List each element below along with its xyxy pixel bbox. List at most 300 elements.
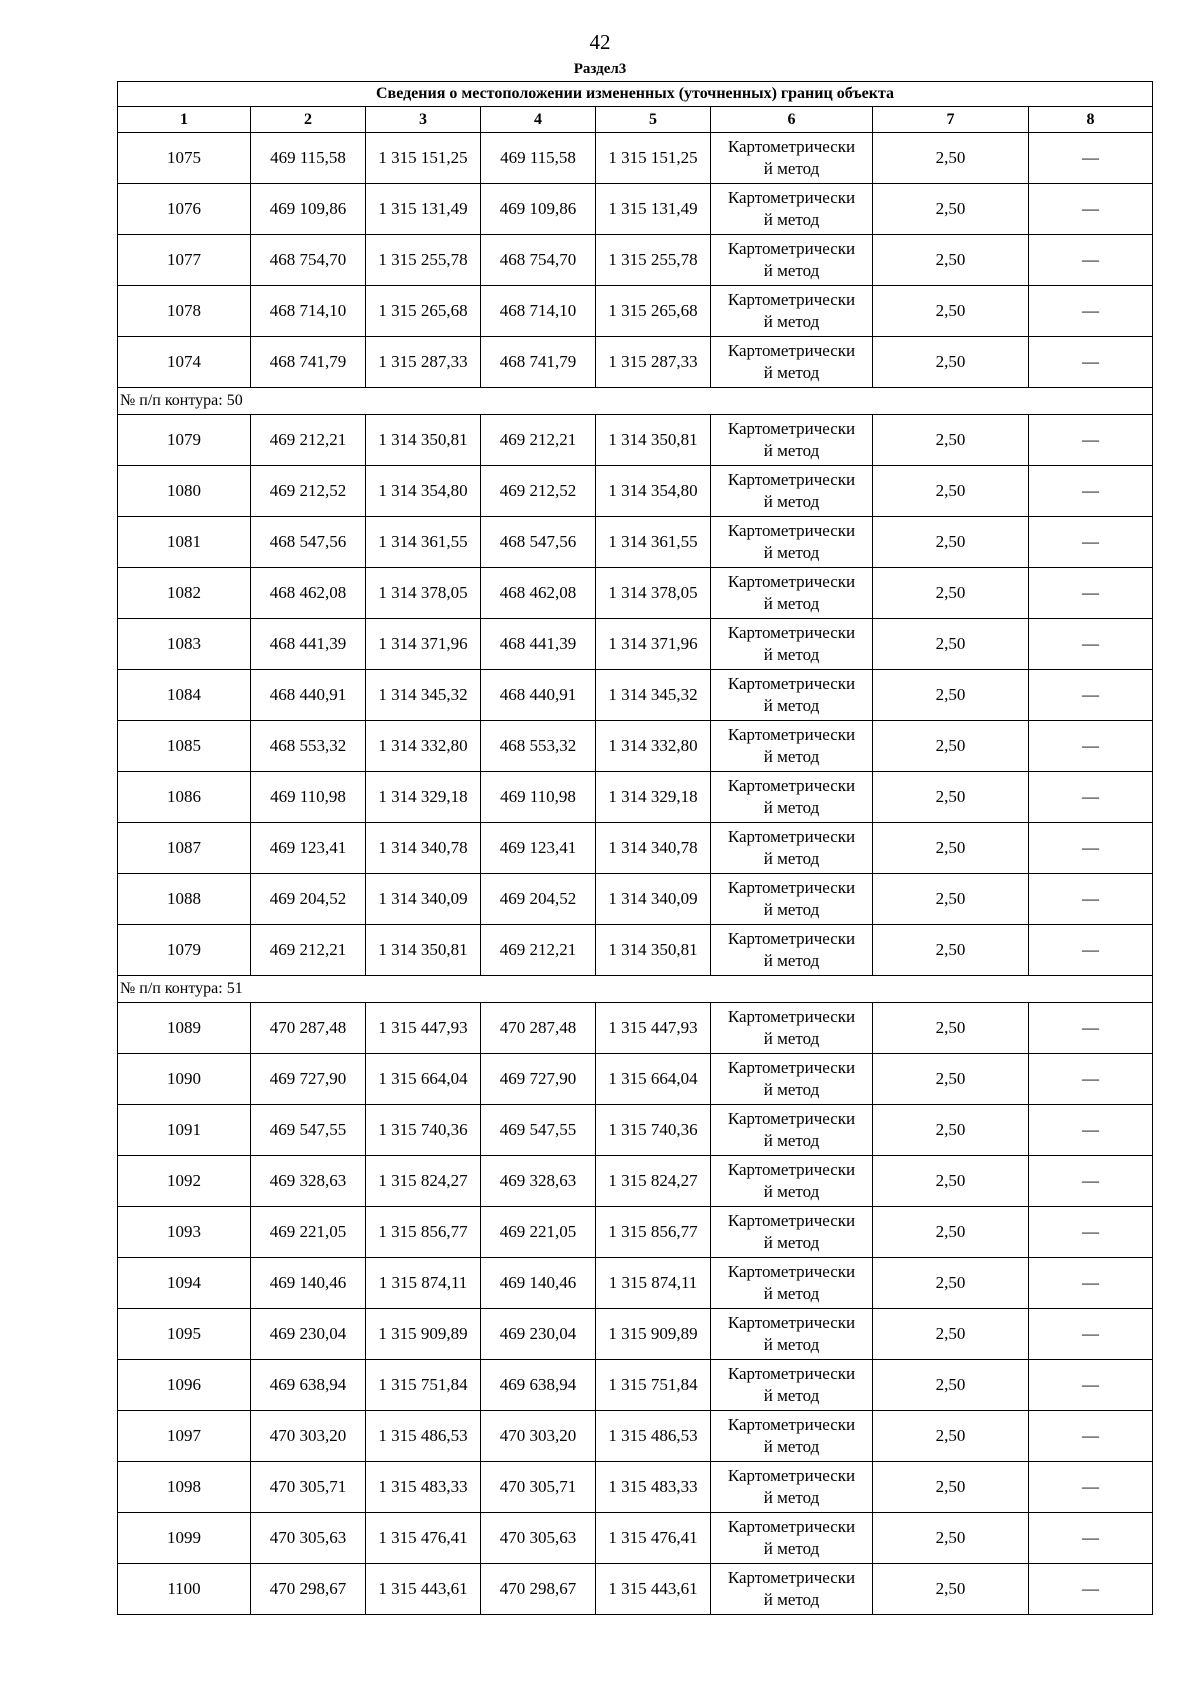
cell-y-existing: 1 314 332,80 [366, 721, 481, 772]
method-text-line: й метод [763, 363, 820, 382]
column-header: 7 [873, 107, 1029, 133]
cell-precision: 2,50 [873, 1156, 1029, 1207]
method-text-line: Картометрически [727, 1313, 856, 1332]
cell-y-existing: 1 314 329,18 [366, 772, 481, 823]
cell-x-new: 469 727,90 [481, 1054, 596, 1105]
cell-x-existing: 470 287,48 [251, 1003, 366, 1054]
cell-method [711, 133, 873, 184]
cell-y-existing: 1 314 361,55 [366, 517, 481, 568]
contour-label: № п/п контура: 50 [118, 388, 1153, 415]
cell-x-new: 468 754,70 [481, 235, 596, 286]
method-text-line: Картометрически [727, 1007, 856, 1026]
cell-point-number: 1091 [118, 1105, 251, 1156]
table-row [118, 1462, 1153, 1513]
table-row [118, 1513, 1153, 1564]
cell-y-existing: 1 315 751,84 [366, 1360, 481, 1411]
cell-method [711, 823, 873, 874]
cell-method [711, 1564, 873, 1615]
method-text-line: й метод [763, 312, 820, 331]
method-text-line: й метод [763, 594, 820, 613]
cell-y-existing: 1 315 476,41 [366, 1513, 481, 1564]
method-text-line: й метод [763, 1539, 820, 1558]
cell-y-new: 1 315 664,04 [596, 1054, 711, 1105]
method-text-line: й метод [763, 261, 820, 280]
column-header: 6 [711, 107, 873, 133]
method-text-line: Картометрически [727, 827, 856, 846]
cell-method [711, 517, 873, 568]
method-text-line: й метод [763, 747, 820, 766]
table-row [118, 1003, 1153, 1054]
cell-description: — [1029, 466, 1153, 517]
cell-precision: 2,50 [873, 184, 1029, 235]
cell-y-new: 1 314 354,80 [596, 466, 711, 517]
cell-x-new: 469 115,58 [481, 133, 596, 184]
cell-precision: 2,50 [873, 133, 1029, 184]
cell-y-existing: 1 314 354,80 [366, 466, 481, 517]
cell-x-new: 469 547,55 [481, 1105, 596, 1156]
cell-description: — [1029, 1360, 1153, 1411]
cell-point-number: 1079 [118, 925, 251, 976]
method-text-line: Картометрически [727, 470, 856, 489]
cell-point-number: 1088 [118, 874, 251, 925]
cell-precision: 2,50 [873, 823, 1029, 874]
cell-precision: 2,50 [873, 925, 1029, 976]
cell-y-existing: 1 315 443,61 [366, 1564, 481, 1615]
cell-y-existing: 1 315 151,25 [366, 133, 481, 184]
cell-y-existing: 1 315 909,89 [366, 1309, 481, 1360]
cell-description: — [1029, 184, 1153, 235]
cell-method [711, 1003, 873, 1054]
contour-label-row [118, 976, 1153, 1003]
cell-x-new: 469 212,52 [481, 466, 596, 517]
cell-y-new: 1 315 255,78 [596, 235, 711, 286]
cell-point-number: 1084 [118, 670, 251, 721]
cell-method [711, 874, 873, 925]
cell-point-number: 1098 [118, 1462, 251, 1513]
method-text-line: Картометрически [727, 188, 856, 207]
cell-y-existing: 1 315 486,53 [366, 1411, 481, 1462]
method-text-line: Картометрически [727, 674, 856, 693]
cell-y-new: 1 314 332,80 [596, 721, 711, 772]
cell-description: — [1029, 925, 1153, 976]
cell-point-number: 1074 [118, 337, 251, 388]
cell-y-new: 1 315 483,33 [596, 1462, 711, 1513]
table-row [118, 133, 1153, 184]
cell-description: — [1029, 874, 1153, 925]
cell-x-new: 468 741,79 [481, 337, 596, 388]
cell-x-existing: 469 204,52 [251, 874, 366, 925]
cell-x-existing: 469 212,21 [251, 925, 366, 976]
table-row [118, 1156, 1153, 1207]
method-text-line: Картометрически [727, 623, 856, 642]
cell-method [711, 1156, 873, 1207]
cell-x-existing: 469 109,86 [251, 184, 366, 235]
cell-point-number: 1089 [118, 1003, 251, 1054]
cell-precision: 2,50 [873, 415, 1029, 466]
cell-y-existing: 1 314 340,78 [366, 823, 481, 874]
cell-y-existing: 1 315 740,36 [366, 1105, 481, 1156]
table-row [118, 925, 1153, 976]
cell-precision: 2,50 [873, 1309, 1029, 1360]
cell-method [711, 1105, 873, 1156]
cell-x-new: 468 440,91 [481, 670, 596, 721]
cell-description: — [1029, 772, 1153, 823]
cell-y-new: 1 315 909,89 [596, 1309, 711, 1360]
table-row [118, 184, 1153, 235]
cell-x-existing: 468 741,79 [251, 337, 366, 388]
cell-description: — [1029, 337, 1153, 388]
cell-x-existing: 469 140,46 [251, 1258, 366, 1309]
cell-precision: 2,50 [873, 721, 1029, 772]
cell-x-existing: 469 547,55 [251, 1105, 366, 1156]
cell-x-existing: 469 727,90 [251, 1054, 366, 1105]
table-row [118, 286, 1153, 337]
table-row [118, 568, 1153, 619]
cell-point-number: 1086 [118, 772, 251, 823]
cell-method [711, 1207, 873, 1258]
cell-y-existing: 1 315 483,33 [366, 1462, 481, 1513]
cell-x-new: 469 230,04 [481, 1309, 596, 1360]
column-header: 5 [596, 107, 711, 133]
cell-description: — [1029, 235, 1153, 286]
cell-x-new: 469 212,21 [481, 415, 596, 466]
contour-label: № п/п контура: 51 [118, 976, 1153, 1003]
cell-x-existing: 470 298,67 [251, 1564, 366, 1615]
method-text-line: й метод [763, 492, 820, 511]
method-text-line: Картометрически [727, 1211, 856, 1230]
cell-x-existing: 468 714,10 [251, 286, 366, 337]
table-caption-row [118, 82, 1153, 107]
contour-label-row [118, 388, 1153, 415]
table-row [118, 874, 1153, 925]
cell-x-new: 468 441,39 [481, 619, 596, 670]
method-text-line: й метод [763, 1488, 820, 1507]
table-row [118, 1054, 1153, 1105]
cell-x-new: 469 140,46 [481, 1258, 596, 1309]
cell-x-existing: 468 754,70 [251, 235, 366, 286]
cell-x-existing: 468 440,91 [251, 670, 366, 721]
cell-description: — [1029, 823, 1153, 874]
cell-x-existing: 469 123,41 [251, 823, 366, 874]
cell-method [711, 1258, 873, 1309]
cell-description: — [1029, 670, 1153, 721]
cell-point-number: 1075 [118, 133, 251, 184]
cell-y-existing: 1 314 350,81 [366, 925, 481, 976]
cell-method [711, 1309, 873, 1360]
method-text-line: й метод [763, 1437, 820, 1456]
cell-point-number: 1078 [118, 286, 251, 337]
table-row [118, 337, 1153, 388]
table-row [118, 823, 1153, 874]
cell-point-number: 1099 [118, 1513, 251, 1564]
method-text-line: Картометрически [727, 725, 856, 744]
cell-x-existing: 469 115,58 [251, 133, 366, 184]
cell-description: — [1029, 1564, 1153, 1615]
cell-x-existing: 469 230,04 [251, 1309, 366, 1360]
cell-description: — [1029, 1258, 1153, 1309]
cell-precision: 2,50 [873, 286, 1029, 337]
cell-y-new: 1 315 131,49 [596, 184, 711, 235]
method-text-line: й метод [763, 900, 820, 919]
cell-x-new: 469 110,98 [481, 772, 596, 823]
cell-x-existing: 469 328,63 [251, 1156, 366, 1207]
cell-x-new: 469 204,52 [481, 874, 596, 925]
cell-method [711, 184, 873, 235]
cell-point-number: 1087 [118, 823, 251, 874]
cell-x-existing: 468 441,39 [251, 619, 366, 670]
cell-point-number: 1094 [118, 1258, 251, 1309]
cell-y-existing: 1 314 378,05 [366, 568, 481, 619]
method-text-line: Картометрически [727, 929, 856, 948]
cell-point-number: 1093 [118, 1207, 251, 1258]
cell-y-existing: 1 314 371,96 [366, 619, 481, 670]
cell-description: — [1029, 1054, 1153, 1105]
table-row [118, 1564, 1153, 1615]
cell-x-existing: 469 221,05 [251, 1207, 366, 1258]
method-text-line: Картометрически [727, 1517, 856, 1536]
cell-point-number: 1076 [118, 184, 251, 235]
cell-point-number: 1092 [118, 1156, 251, 1207]
method-text-line: Картометрически [727, 1058, 856, 1077]
cell-y-new: 1 315 287,33 [596, 337, 711, 388]
method-text-line: Картометрически [727, 521, 856, 540]
cell-y-existing: 1 314 345,32 [366, 670, 481, 721]
cell-y-existing: 1 315 664,04 [366, 1054, 481, 1105]
column-header: 2 [251, 107, 366, 133]
cell-description: — [1029, 1513, 1153, 1564]
cell-point-number: 1077 [118, 235, 251, 286]
cell-y-new: 1 314 350,81 [596, 415, 711, 466]
cell-point-number: 1081 [118, 517, 251, 568]
method-text-line: й метод [763, 1029, 820, 1048]
cell-y-new: 1 315 874,11 [596, 1258, 711, 1309]
cell-method [711, 568, 873, 619]
cell-x-new: 469 221,05 [481, 1207, 596, 1258]
cell-method [711, 925, 873, 976]
method-text-line: Картометрически [727, 1262, 856, 1281]
cell-method [711, 619, 873, 670]
table-row [118, 235, 1153, 286]
cell-y-new: 1 315 856,77 [596, 1207, 711, 1258]
cell-x-new: 469 638,94 [481, 1360, 596, 1411]
cell-method [711, 1411, 873, 1462]
method-text-line: й метод [763, 159, 820, 178]
method-text-line: й метод [763, 798, 820, 817]
method-text-line: Картометрически [727, 878, 856, 897]
method-text-line: й метод [763, 645, 820, 664]
cell-y-existing: 1 315 255,78 [366, 235, 481, 286]
cell-precision: 2,50 [873, 670, 1029, 721]
cell-precision: 2,50 [873, 772, 1029, 823]
cell-precision: 2,50 [873, 1003, 1029, 1054]
cell-y-new: 1 314 340,78 [596, 823, 711, 874]
cell-precision: 2,50 [873, 1564, 1029, 1615]
method-text-line: Картометрически [727, 1160, 856, 1179]
table-row [118, 466, 1153, 517]
cell-description: — [1029, 1411, 1153, 1462]
method-text-line: Картометрически [727, 137, 856, 156]
cell-x-new: 470 298,67 [481, 1564, 596, 1615]
method-text-line: й метод [763, 1182, 820, 1201]
table-row [118, 1105, 1153, 1156]
cell-description: — [1029, 1003, 1153, 1054]
boundary-coordinates-table [117, 81, 1153, 1615]
cell-x-existing: 469 212,52 [251, 466, 366, 517]
method-text-line: Картометрически [727, 1466, 856, 1485]
cell-description: — [1029, 415, 1153, 466]
method-text-line: Картометрически [727, 341, 856, 360]
cell-point-number: 1082 [118, 568, 251, 619]
cell-precision: 2,50 [873, 1105, 1029, 1156]
cell-x-existing: 469 212,21 [251, 415, 366, 466]
method-text-line: й метод [763, 849, 820, 868]
cell-x-new: 468 547,56 [481, 517, 596, 568]
cell-precision: 2,50 [873, 1207, 1029, 1258]
cell-x-existing: 469 638,94 [251, 1360, 366, 1411]
method-text-line: й метод [763, 696, 820, 715]
cell-x-existing: 468 547,56 [251, 517, 366, 568]
cell-y-new: 1 315 476,41 [596, 1513, 711, 1564]
cell-y-new: 1 314 378,05 [596, 568, 711, 619]
cell-point-number: 1079 [118, 415, 251, 466]
method-text-line: й метод [763, 1080, 820, 1099]
table-row [118, 721, 1153, 772]
cell-y-existing: 1 315 265,68 [366, 286, 481, 337]
cell-y-new: 1 314 361,55 [596, 517, 711, 568]
table-row [118, 415, 1153, 466]
cell-description: — [1029, 517, 1153, 568]
table-row [118, 517, 1153, 568]
cell-method [711, 1462, 873, 1513]
cell-description: — [1029, 619, 1153, 670]
cell-method [711, 1054, 873, 1105]
cell-x-existing: 469 110,98 [251, 772, 366, 823]
table-row [118, 619, 1153, 670]
cell-y-existing: 1 315 856,77 [366, 1207, 481, 1258]
cell-point-number: 1085 [118, 721, 251, 772]
method-text-line: й метод [763, 1284, 820, 1303]
cell-description: — [1029, 1309, 1153, 1360]
cell-precision: 2,50 [873, 337, 1029, 388]
method-text-line: Картометрически [727, 1364, 856, 1383]
table-row [118, 1309, 1153, 1360]
cell-precision: 2,50 [873, 517, 1029, 568]
cell-y-new: 1 315 824,27 [596, 1156, 711, 1207]
method-text-line: й метод [763, 210, 820, 229]
cell-x-new: 468 714,10 [481, 286, 596, 337]
table-row [118, 1360, 1153, 1411]
cell-precision: 2,50 [873, 466, 1029, 517]
cell-y-new: 1 315 751,84 [596, 1360, 711, 1411]
cell-description: — [1029, 568, 1153, 619]
cell-y-existing: 1 315 874,11 [366, 1258, 481, 1309]
column-header: 4 [481, 107, 596, 133]
cell-x-new: 470 287,48 [481, 1003, 596, 1054]
cell-x-existing: 470 305,71 [251, 1462, 366, 1513]
cell-precision: 2,50 [873, 235, 1029, 286]
cell-description: — [1029, 286, 1153, 337]
table-caption: Сведения о местоположении измененных (уточненных) границ объекта [118, 82, 1153, 107]
cell-x-new: 470 303,20 [481, 1411, 596, 1462]
cell-precision: 2,50 [873, 1054, 1029, 1105]
table-row [118, 772, 1153, 823]
cell-y-new: 1 314 371,96 [596, 619, 711, 670]
cell-precision: 2,50 [873, 874, 1029, 925]
page-number: 42 [589, 30, 611, 54]
cell-method [711, 721, 873, 772]
table-row [118, 1258, 1153, 1309]
column-header: 3 [366, 107, 481, 133]
cell-x-existing: 470 303,20 [251, 1411, 366, 1462]
cell-x-new: 468 462,08 [481, 568, 596, 619]
cell-method [711, 670, 873, 721]
cell-x-new: 469 109,86 [481, 184, 596, 235]
cell-description: — [1029, 133, 1153, 184]
cell-precision: 2,50 [873, 1258, 1029, 1309]
section-title: Раздел3 [573, 61, 627, 77]
method-text-line: й метод [763, 1335, 820, 1354]
cell-y-new: 1 315 151,25 [596, 133, 711, 184]
cell-method [711, 235, 873, 286]
cell-x-existing: 468 462,08 [251, 568, 366, 619]
cell-y-new: 1 315 443,61 [596, 1564, 711, 1615]
cell-precision: 2,50 [873, 568, 1029, 619]
cell-point-number: 1096 [118, 1360, 251, 1411]
cell-x-new: 470 305,63 [481, 1513, 596, 1564]
cell-precision: 2,50 [873, 619, 1029, 670]
cell-y-new: 1 315 740,36 [596, 1105, 711, 1156]
table-row [118, 1411, 1153, 1462]
cell-y-existing: 1 314 340,09 [366, 874, 481, 925]
method-text-line: Картометрически [727, 1568, 856, 1587]
cell-x-new: 469 328,63 [481, 1156, 596, 1207]
table-row [118, 1207, 1153, 1258]
cell-precision: 2,50 [873, 1513, 1029, 1564]
cell-y-new: 1 315 447,93 [596, 1003, 711, 1054]
cell-x-new: 468 553,32 [481, 721, 596, 772]
cell-point-number: 1090 [118, 1054, 251, 1105]
cell-x-new: 470 305,71 [481, 1462, 596, 1513]
cell-point-number: 1080 [118, 466, 251, 517]
cell-method [711, 466, 873, 517]
method-text-line: Картометрически [727, 1415, 856, 1434]
cell-precision: 2,50 [873, 1462, 1029, 1513]
cell-method [711, 1360, 873, 1411]
cell-description: — [1029, 1105, 1153, 1156]
cell-y-existing: 1 314 350,81 [366, 415, 481, 466]
cell-x-new: 469 212,21 [481, 925, 596, 976]
cell-y-new: 1 314 345,32 [596, 670, 711, 721]
cell-y-existing: 1 315 824,27 [366, 1156, 481, 1207]
method-text-line: й метод [763, 951, 820, 970]
method-text-line: Картометрически [727, 1109, 856, 1128]
cell-point-number: 1083 [118, 619, 251, 670]
column-header: 8 [1029, 107, 1153, 133]
method-text-line: й метод [763, 1233, 820, 1252]
method-text-line: Картометрически [727, 290, 856, 309]
cell-x-existing: 468 553,32 [251, 721, 366, 772]
cell-y-new: 1 314 329,18 [596, 772, 711, 823]
cell-method [711, 337, 873, 388]
cell-description: — [1029, 1207, 1153, 1258]
method-text-line: й метод [763, 1590, 820, 1609]
cell-method [711, 772, 873, 823]
column-header: 1 [118, 107, 251, 133]
cell-method [711, 1513, 873, 1564]
cell-description: — [1029, 1462, 1153, 1513]
cell-precision: 2,50 [873, 1360, 1029, 1411]
cell-description: — [1029, 1156, 1153, 1207]
